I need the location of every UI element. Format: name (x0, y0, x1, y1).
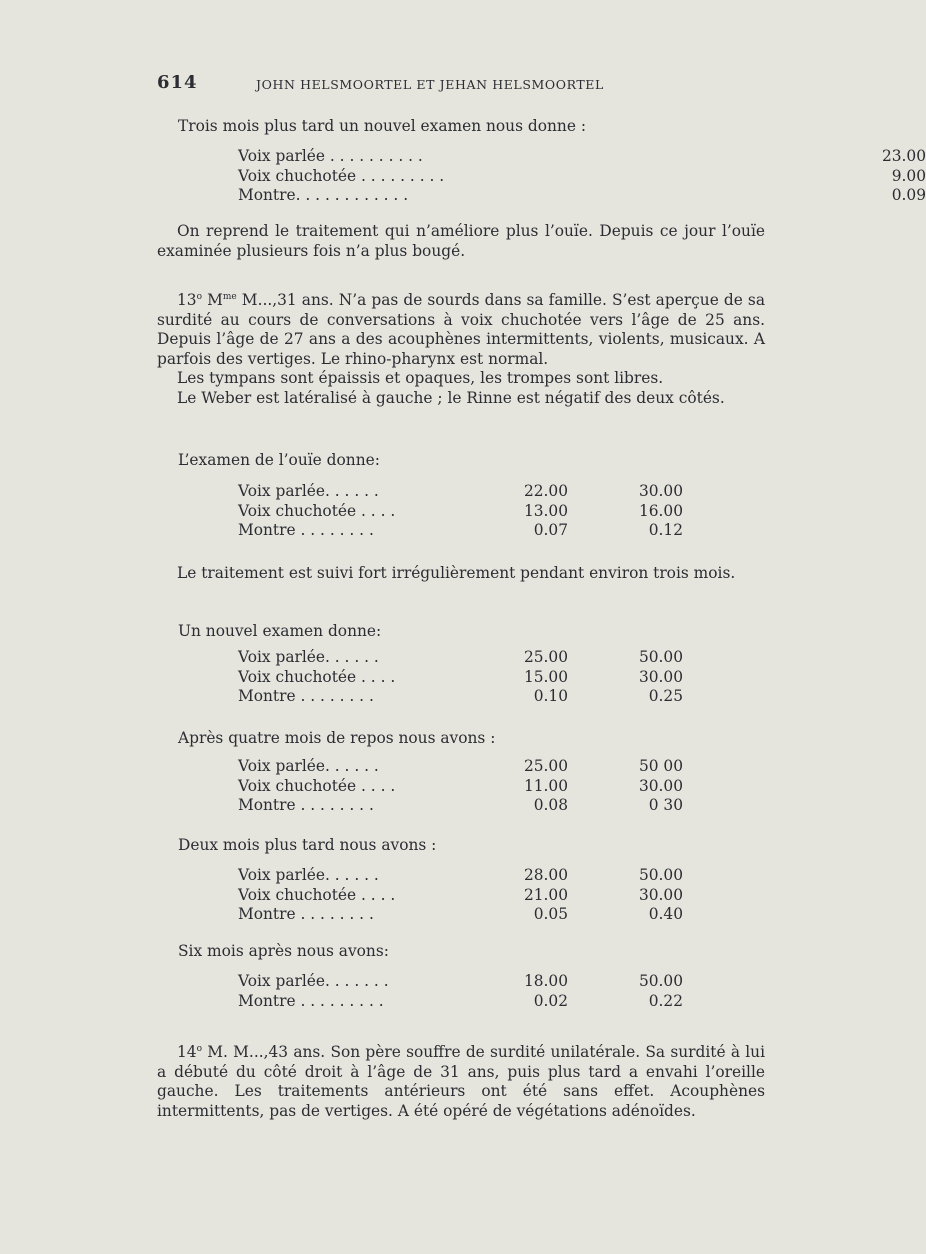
case-14-paragraph: 14$^o$ M. M...,43 ans. Son père souffre de surdité unilatérale. Sa surdité à lui a débuté du côté droit à l’âge de 31 ans, puis plus tard a envahi l’oreille gauche. Les traitements antérieurs ont été sans effet. Acouphènes intermittents, pas de vertiges. A été opéré de végétations adénoïdes. (157, 1043, 765, 1120)
intro-line-2: L’examen de l’ouïe donne: (178, 451, 380, 469)
page-number: 614 (157, 72, 198, 93)
intro-line-3: Un nouvel examen donne: (178, 622, 382, 640)
intro-line-1: Trois mois plus tard un nouvel examen nous donne : (178, 117, 587, 135)
intro-line-4: Après quatre mois de repos nous avons : (178, 729, 496, 747)
paragraph-1: On reprend le traitement qui n’améliore plus l’ouïe. Depuis ce jour l’ouïe examinée plusieurs fois n’a plus bougé. (157, 222, 765, 260)
intro-line-6: Six mois après nous avons: (178, 942, 389, 960)
case-13-paragraph: 13$^o$ $M^{me}$ M...,31 ans. N’a pas de sourds dans sa famille. S’est aperçue de sa surdité au cours de conversations à voix chuchotée vers l’âge de 25 ans. Depuis l’âge de 27 ans a des acouphènes intermittents, violents, musicaux. A parfois des vertiges. Le rhino-pharynx est normal. Les tympans sont épaissis et opaques, les trompes sont libres. Le Weber est latéralisé à gauche ; le Rinne est négatif des deux côtés. (157, 291, 765, 407)
book-page: 614 JOHN HELSMOORTEL ET JEHAN HELSMOORTEL Trois mois plus tard un nouvel examen nous donne : Voix parlée . . . . . . . . . . 23.00 Voix chuchotée . . . . . . . . . 9.00 Montre. . . . . . . . . . . . 0.09 On reprend le traitement qui n’améliore plus l’ouïe. Depuis ce jour l’ouïe examinée plusieurs fois n’a plus bougé. 13$^o$ $M^{me}$ M...,31 ans. N’a pas de sourds dans sa famille. S’est aperçue de sa surdité au cours de conversations à voix chuchotée vers l’âge de 25 ans. Depuis l’âge de 27 ans a des acouphènes intermittents, violents, musicaux. A parfois des vertiges. Le rhino-pharynx est normal. Les tympans sont épaissis et opaques, les trompes sont libres. Le Weber est latéralisé à gauche ; le Rinne est négatif des deux côtés. L’examen de l’ouïe donne: Voix parlée. . . . . . 22.00 30.00 Voix chuchotée . . . . 13.00 16.00 Montre . . . . . . . . 0.07 0.12 Le traitement est suivi fort irrégulièrement pendant environ trois mois. Un nouvel examen donne: Voix parlée. . . . . . 25.00 50.00 Voix chuchotée . . . . 15.00 30.00 Montre . . . . . . . . 0.10 0.25 Après quatre mois de repos nous avons : Voix parlée. . . . . . 25.00 50 00 Voix chuchotée . . . . 11.00 30.00 Montre . . . . . . . . 0.08 0 30 Deux mois plus tard nous avons : Voix parlée. . . . . . 28.00 50.00 Voix chuchotée . . . . 21.00 30.00 Montre . . . . . . . . 0.05 0.40 Six mois après nous avons: Voix parlée. . . . . . . 18.00 50.00 Montre . . . . . . . . . 0.02 0.22 14$^o$ M. M...,43 ans. Son père souffre de surdité unilatérale. Sa surdité à lui a débuté du côté droit à l’âge de 31 ans, puis plus tard a envahi l’oreille gauche. Les traitements antérieurs ont été sans effet. Acouphènes intermittents, pas de vertiges. A été opéré de végétations adénoïdes. (157, 72, 926, 1120)
page-header (157, 72, 604, 93)
intro-line-5: Deux mois plus tard nous avons : (178, 836, 437, 854)
paragraph-2: Le traitement est suivi fort irrégulièrement pendant environ trois mois. (177, 564, 736, 582)
running-title: JOHN HELSMOORTEL ET JEHAN HELSMOORTEL (256, 77, 604, 92)
